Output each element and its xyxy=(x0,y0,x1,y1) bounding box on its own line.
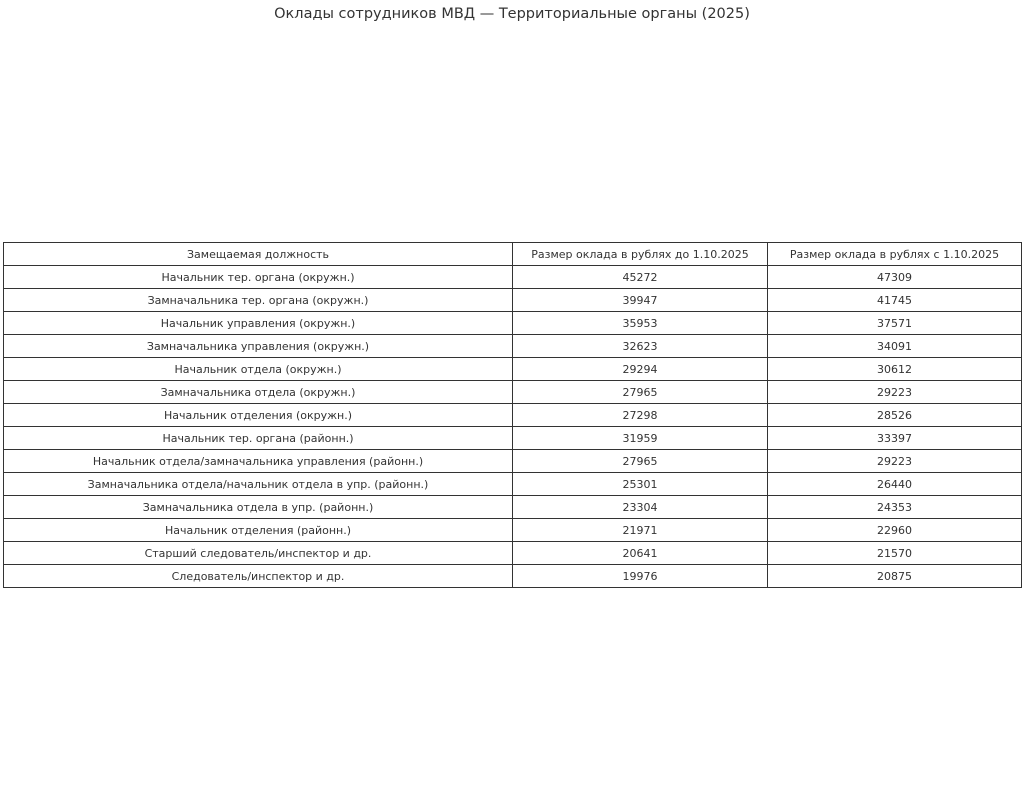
position-cell: Замначальника отдела (окружн.) xyxy=(4,381,513,404)
salary-before-cell: 27965 xyxy=(513,450,768,473)
table-row xyxy=(4,450,1022,473)
table-row xyxy=(4,542,1022,565)
position-cell: Начальник тер. органа (районн.) xyxy=(4,427,513,450)
table-body xyxy=(4,266,1022,588)
position-cell: Замначальника отдела в упр. (районн.) xyxy=(4,496,513,519)
salary-table xyxy=(3,242,1022,588)
salary-before-cell: 19976 xyxy=(513,565,768,588)
salary-after-cell: 37571 xyxy=(768,312,1022,335)
salary-before-cell: 35953 xyxy=(513,312,768,335)
salary-before-cell: 27298 xyxy=(513,404,768,427)
table-row xyxy=(4,381,1022,404)
position-cell: Замначальника управления (окружн.) xyxy=(4,335,513,358)
column-header-salary-after: Размер оклада в рублях с 1.10.2025 xyxy=(768,243,1022,266)
position-cell: Начальник отдела (окружн.) xyxy=(4,358,513,381)
salary-after-cell: 20875 xyxy=(768,565,1022,588)
salary-after-cell: 34091 xyxy=(768,335,1022,358)
position-cell: Замначальника тер. органа (окружн.) xyxy=(4,289,513,312)
column-header-salary-before: Размер оклада в рублях до 1.10.2025 xyxy=(513,243,768,266)
table-row xyxy=(4,473,1022,496)
salary-after-cell: 22960 xyxy=(768,519,1022,542)
column-header-position: Замещаемая должность xyxy=(4,243,513,266)
table-header xyxy=(4,243,1022,266)
salary-before-cell: 25301 xyxy=(513,473,768,496)
table-row xyxy=(4,335,1022,358)
table-row xyxy=(4,427,1022,450)
position-cell: Начальник управления (окружн.) xyxy=(4,312,513,335)
salary-before-cell: 20641 xyxy=(513,542,768,565)
salary-after-cell: 28526 xyxy=(768,404,1022,427)
table-row xyxy=(4,519,1022,542)
salary-after-cell: 30612 xyxy=(768,358,1022,381)
table-row xyxy=(4,358,1022,381)
table-row xyxy=(4,266,1022,289)
position-cell: Замначальника отдела/начальник отдела в упр. (районн.) xyxy=(4,473,513,496)
position-cell: Начальник отдела/замначальника управления (районн.) xyxy=(4,450,513,473)
position-cell: Следователь/инспектор и др. xyxy=(4,565,513,588)
salary-before-cell: 23304 xyxy=(513,496,768,519)
salary-after-cell: 24353 xyxy=(768,496,1022,519)
position-cell: Начальник тер. органа (окружн.) xyxy=(4,266,513,289)
salary-after-cell: 29223 xyxy=(768,381,1022,404)
table-row xyxy=(4,289,1022,312)
salary-before-cell: 29294 xyxy=(513,358,768,381)
salary-after-cell: 26440 xyxy=(768,473,1022,496)
salary-after-cell: 41745 xyxy=(768,289,1022,312)
salary-before-cell: 31959 xyxy=(513,427,768,450)
salary-before-cell: 39947 xyxy=(513,289,768,312)
position-cell: Начальник отделения (окружн.) xyxy=(4,404,513,427)
position-cell: Начальник отделения (районн.) xyxy=(4,519,513,542)
salary-after-cell: 29223 xyxy=(768,450,1022,473)
salary-before-cell: 45272 xyxy=(513,266,768,289)
table-row xyxy=(4,565,1022,588)
salary-before-cell: 21971 xyxy=(513,519,768,542)
position-cell: Старший следователь/инспектор и др. xyxy=(4,542,513,565)
salary-after-cell: 33397 xyxy=(768,427,1022,450)
salary-after-cell: 47309 xyxy=(768,266,1022,289)
table-row xyxy=(4,312,1022,335)
salary-before-cell: 27965 xyxy=(513,381,768,404)
salary-before-cell: 32623 xyxy=(513,335,768,358)
chart-title: Оклады сотрудников МВД — Территориальные органы (2025) xyxy=(274,6,750,22)
table-row xyxy=(4,496,1022,519)
salary-after-cell: 21570 xyxy=(768,542,1022,565)
header-row xyxy=(4,243,1022,266)
table-row xyxy=(4,404,1022,427)
